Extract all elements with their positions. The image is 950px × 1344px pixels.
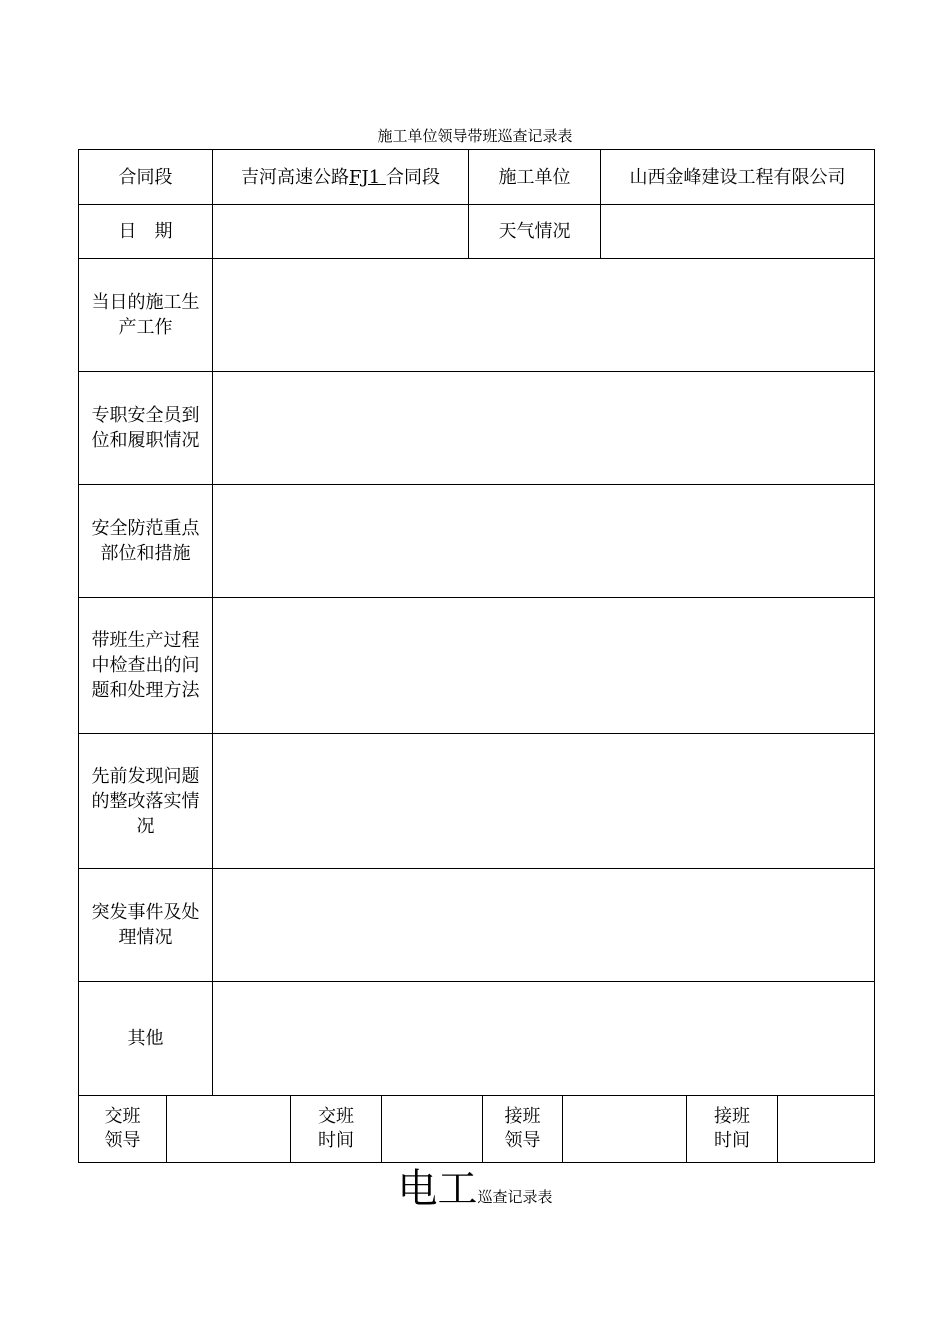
shift-row [79, 1096, 875, 1163]
handover-leader-label-text: 交班领导 [104, 1106, 141, 1151]
footer-small-text: 巡查记录表 [477, 1188, 553, 1206]
handover-time-label [291, 1096, 382, 1163]
section-row [79, 982, 875, 1096]
footer-big-text: 电工 [397, 1166, 478, 1212]
date-value[interactable] [213, 205, 469, 259]
takeover-time-label [687, 1096, 778, 1163]
takeover-leader-label-text: 接班领导 [504, 1106, 541, 1151]
section-label [79, 372, 213, 485]
weather-label: 天气情况 [469, 205, 601, 259]
handover-time-label-text: 交班时间 [318, 1106, 354, 1151]
section-value[interactable] [213, 598, 875, 734]
section-label-text: 带班生产过程中检查出的问题和处理方法 [91, 630, 200, 701]
section-row [79, 598, 875, 734]
shift-handover-table [78, 1095, 875, 1163]
section-label [79, 734, 213, 869]
contract-value-prefix: 吉河高速公路 [241, 166, 350, 188]
section-label-text: 专职安全员到位和履职情况 [91, 405, 200, 451]
section-row [79, 485, 875, 598]
takeover-time-value[interactable] [778, 1096, 875, 1163]
section-row [79, 372, 875, 485]
unit-label: 施工单位 [469, 150, 601, 205]
section-label-text: 安全防范重点部位和措施 [91, 518, 200, 564]
section-value[interactable] [213, 372, 875, 485]
section-label-text: 突发事件及处理情况 [91, 902, 200, 948]
section-row [79, 869, 875, 982]
section-value[interactable] [213, 485, 875, 598]
handover-leader-label [79, 1096, 167, 1163]
contract-label: 合同段 [79, 150, 213, 205]
weather-value[interactable] [601, 205, 875, 259]
takeover-leader-label [483, 1096, 563, 1163]
section-value[interactable] [213, 982, 875, 1096]
date-row [79, 205, 875, 259]
section-value[interactable] [213, 734, 875, 869]
contract-value-suffix: 合同段 [385, 166, 440, 188]
section-label-text: 其他 [127, 1028, 164, 1049]
section-label-text: 先前发现问题的整改落实情况 [91, 765, 200, 837]
contract-row [79, 150, 875, 205]
section-row [79, 734, 875, 869]
section-label [79, 982, 213, 1096]
section-label [79, 598, 213, 734]
section-value[interactable] [213, 869, 875, 982]
section-label-text: 当日的施工生产工作 [91, 292, 200, 338]
section-label [79, 869, 213, 982]
footer-title [0, 1166, 950, 1212]
handover-leader-value[interactable] [167, 1096, 291, 1163]
section-row [79, 259, 875, 372]
date-label: 日 期 [79, 205, 213, 259]
section-value[interactable] [213, 259, 875, 372]
unit-value[interactable]: 山西金峰建设工程有限公司 [601, 150, 875, 205]
contract-value[interactable] [213, 150, 469, 205]
section-label [79, 485, 213, 598]
contract-value-code: FJ1 [349, 166, 381, 188]
patrol-record-table [78, 149, 875, 1096]
section-label [79, 259, 213, 372]
handover-time-value[interactable] [382, 1096, 483, 1163]
document-title: 施工单位领导带班巡查记录表 [377, 127, 573, 145]
takeover-leader-value[interactable] [563, 1096, 687, 1163]
takeover-time-label-text: 接班时间 [714, 1106, 750, 1151]
